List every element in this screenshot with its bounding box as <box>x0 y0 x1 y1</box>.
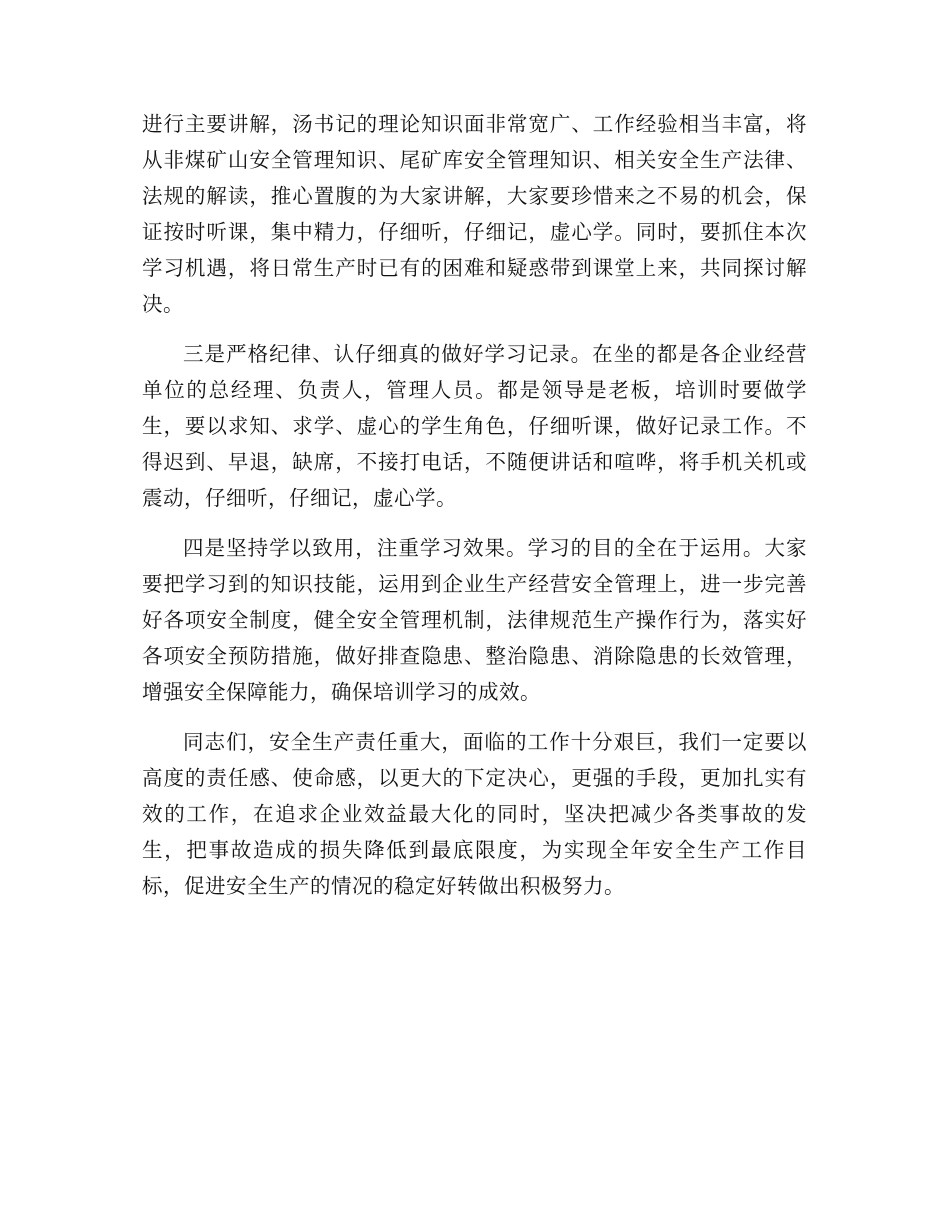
paragraph-discipline: 三是严格纪律、认仔细真的做好学习记录。在坐的都是各企业经营单位的总经理、负责人，管理人员。都是领导是老板，培训时要做学生，要以求知、求学、虚心的学生角色，仔细听课，做好记录工作。不得迟到、早退，缺席，不接打电话，不随便讲话和喧哗，将手机关机或震动，仔细听，仔细记，虚心学。 <box>142 342 807 510</box>
document-body <box>142 106 807 904</box>
paragraph-closing: 同志们，安全生产责任重大，面临的工作十分艰巨，我们一定要以高度的责任感、使命感，以更大的下定决心，更强的手段，更加扎实有效的工作，在追求企业效益最大化的同时，坚决把减少各类事故的发生，把事故造成的损失降低到最底限度，为实现全年安全生产工作目标，促进安全生产的情况的稳定好转做出积极努力。 <box>142 730 807 898</box>
paragraph-continuation: 进行主要讲解，汤书记的理论知识面非常宽广、工作经验相当丰富，将从非煤矿山安全管理知识、尾矿库安全管理知识、相关安全生产法律、法规的解读，推心置腹的为大家讲解，大家要珍惜来之不易的机会，保证按时听课，集中精力，仔细听，仔细记，虚心学。同时，要抓住本次学习机遇，将日常生产时已有的困难和疑惑带到课堂上来，共同探讨解决。 <box>142 112 807 316</box>
paragraph-application: 四是坚持学以致用，注重学习效果。学习的目的全在于运用。大家要把学习到的知识技能，运用到企业生产经营安全管理上，进一步完善好各项安全制度，健全安全管理机制，法律规范生产操作行为，落实好各项安全预防措施，做好排查隐患、整治隐患、消除隐患的长效管理，增强安全保障能力，确保培训学习的成效。 <box>142 536 807 704</box>
